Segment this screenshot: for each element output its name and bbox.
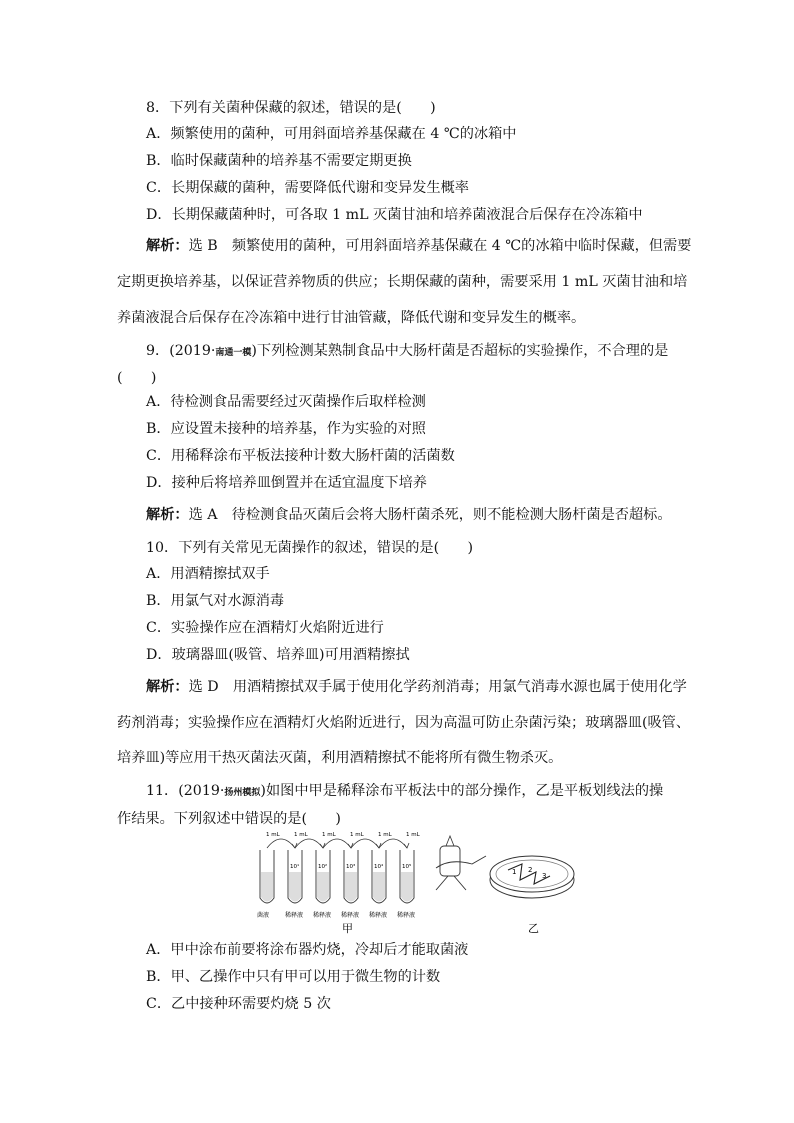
q9-stem-line-2: ( ) bbox=[117, 370, 157, 386]
alcohol-lamp-icon bbox=[440, 846, 460, 876]
tube-number: 10² bbox=[318, 864, 328, 870]
arrowhead-icon bbox=[376, 843, 381, 848]
q8-option-c: C．长期保藏的菌种，需要降低代谢和变异发生概率 bbox=[146, 180, 469, 196]
q9-option-b: B．应设置未接种的培养基，作为实验的对照 bbox=[146, 421, 426, 437]
plate-number-3: 3 bbox=[542, 872, 547, 880]
plate-number-2: 2 bbox=[528, 866, 533, 874]
dilution-and-streak-figure bbox=[250, 828, 580, 938]
q10-option-a: A．用酒精擦拭双手 bbox=[146, 566, 270, 582]
q9-analysis-line-1: 解析：选 A 待检测食品灭菌后会将大肠杆菌杀死，则不能检测大肠杆菌是否超标。 bbox=[146, 507, 672, 523]
q9-option-c: C．用稀释涂布平板法接种计数大肠杆菌的活菌数 bbox=[146, 448, 455, 464]
transfer-arrow bbox=[295, 839, 323, 848]
dilution-tubes-group bbox=[257, 832, 421, 919]
q8-option-a: A．频繁使用的菌种，可用斜面培养基保藏在 4 ℃的冰箱中 bbox=[146, 126, 517, 142]
q10-analysis-line-1: 解析：选 D 用酒精擦拭双手属于使用化学药剂消毒；用氯气消毒水源也属于使用化学 bbox=[146, 679, 687, 695]
q11-stem: 11．(2019·扬州模拟)如图中甲是稀释涂布平板法中的部分操作，乙是平板划线法的操 bbox=[146, 783, 664, 799]
q11-option-b: B．甲、乙操作中只有甲可以用于微生物的计数 bbox=[146, 969, 441, 985]
tube-liquid bbox=[261, 872, 273, 902]
q11-source: 扬州模拟 bbox=[224, 788, 261, 798]
transfer-arrow bbox=[267, 839, 295, 848]
q11-figure bbox=[250, 828, 580, 938]
transfer-arrow bbox=[351, 839, 379, 848]
tube-liquid bbox=[373, 872, 385, 902]
q10-analysis-line-3: 培养皿)等应用干热灭菌法灭菌，利用酒精擦拭不能将所有微生物杀灭。 bbox=[117, 750, 563, 766]
transfer-label: 1 mL bbox=[350, 832, 364, 838]
q8-stem: 8．下列有关菌种保藏的叙述，错误的是( ) bbox=[146, 100, 436, 116]
stand-icon bbox=[436, 876, 466, 890]
tube-label: 稀释液 bbox=[313, 912, 332, 919]
arrowhead-icon bbox=[320, 843, 325, 848]
tube-label: 菌液 bbox=[257, 912, 270, 919]
tube-label: 稀释液 bbox=[397, 912, 416, 919]
tube-label: 稀释液 bbox=[285, 912, 304, 919]
tube-number: 10⁴ bbox=[374, 864, 384, 870]
tube-liquid bbox=[289, 872, 301, 902]
q11-option-a: A．甲中涂布前要将涂布器灼烧，冷却后才能取菌液 bbox=[146, 942, 469, 958]
q11-stem-line-2: 作结果。下列叙述中错误的是( ) bbox=[117, 811, 341, 827]
tube-number: 10³ bbox=[346, 864, 356, 870]
q9-source: 南通一模 bbox=[215, 348, 252, 358]
q8-analysis-line-2: 定期更换培养基，以保证营养物质的供应；长期保藏的菌种，需要采用 1 mL 灭菌甘油和培 bbox=[117, 274, 688, 290]
transfer-arrow bbox=[379, 839, 407, 848]
transfer-label: 1 mL bbox=[266, 832, 280, 838]
arrowhead-icon bbox=[348, 843, 353, 848]
tube-number: 10⁵ bbox=[402, 864, 412, 870]
q8-option-b: B．临时保藏菌种的培养基不需要定期更换 bbox=[146, 153, 412, 169]
q8-analysis-label: 解析： bbox=[146, 238, 189, 254]
tube-liquid bbox=[401, 872, 413, 902]
q9-option-a: A．待检测食品需要经过灭菌操作后取样检测 bbox=[146, 394, 426, 410]
q10-analysis-label: 解析： bbox=[146, 679, 189, 695]
q10-stem: 10．下列有关常见无菌操作的叙述，错误的是( ) bbox=[146, 540, 474, 556]
tube-liquid bbox=[345, 872, 357, 902]
q8-option-d: D．长期保藏菌种时，可各取 1 mL 灭菌甘油和培养菌液混合后保存在冷冻箱中 bbox=[146, 207, 643, 223]
transfer-label: 1 mL bbox=[378, 832, 392, 838]
flame-icon bbox=[446, 836, 454, 846]
petri-plate-group bbox=[490, 856, 574, 898]
arrowhead-icon bbox=[292, 843, 297, 848]
arrowhead-icon bbox=[404, 843, 409, 848]
tube-number: 10¹ bbox=[290, 864, 300, 870]
q11-option-c: C．乙中接种环需要灼烧 5 次 bbox=[146, 996, 331, 1012]
tube-label: 稀释液 bbox=[341, 912, 360, 919]
caption-jia: 甲 bbox=[342, 922, 353, 935]
q9-stem: 9．(2019·南通一模)下列检测某熟制食品中大肠杆菌是否超标的实验操作，不合理的是 bbox=[146, 343, 669, 359]
q9-option-d: D．接种后将培养皿倒置并在适宜温度下培养 bbox=[146, 475, 427, 491]
q10-option-c: C．实验操作应在酒精灯火焰附近进行 bbox=[146, 620, 384, 636]
q10-analysis-line-2: 药剂消毒；实验操作应在酒精灯火焰附近进行，因为高温可防止杂菌污染；玻璃器皿(吸管、 bbox=[117, 715, 691, 731]
caption-yi: 乙 bbox=[528, 922, 539, 935]
tube-label: 稀释液 bbox=[369, 912, 388, 919]
q10-option-b: B．用氯气对水源消毒 bbox=[146, 593, 285, 609]
transfer-label: 1 mL bbox=[322, 832, 336, 838]
transfer-label: 1 mL bbox=[406, 832, 420, 838]
tube-liquid bbox=[317, 872, 329, 902]
plate-number-1: 1 bbox=[512, 868, 517, 876]
transfer-arrow bbox=[323, 839, 351, 848]
q8-analysis-line-3: 养菌液混合后保存在冷冻箱中进行甘油管藏，降低代谢和变异发生的概率。 bbox=[117, 310, 586, 326]
q8-analysis-line-1: 解析：选 B 频繁使用的菌种，可用斜面培养基保藏在 4 ℃的冰箱中临时保藏，但需要 bbox=[146, 238, 692, 254]
streak-setup-group bbox=[436, 836, 486, 890]
q10-option-d: D．玻璃器皿(吸管、培养皿)可用酒精擦拭 bbox=[146, 647, 410, 663]
q9-analysis-label: 解析： bbox=[146, 507, 189, 523]
transfer-label: 1 mL bbox=[294, 832, 308, 838]
